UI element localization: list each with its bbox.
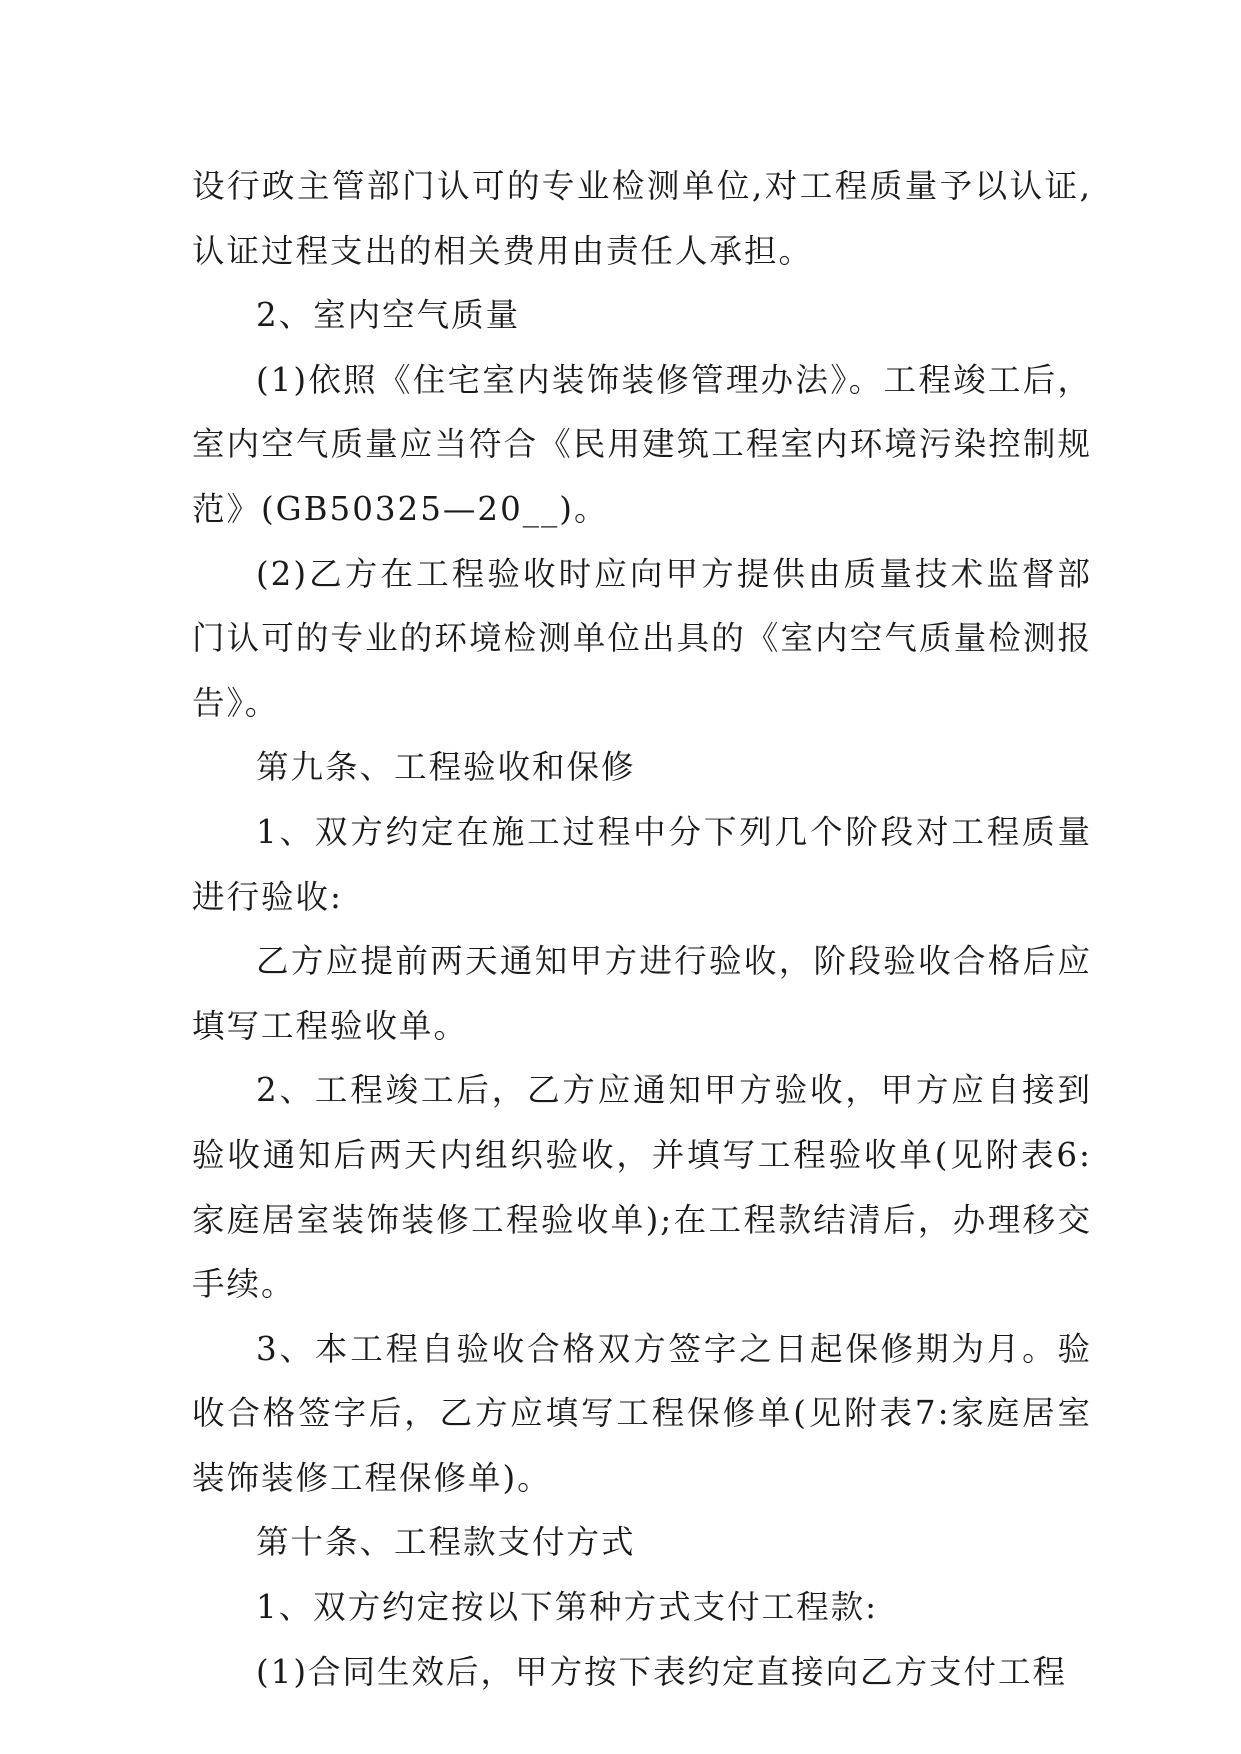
paragraph-1: 设行政主管部门认可的专业检测单位,对工程质量予以认证,认证过程支出的相关费用由责任人承担。 xyxy=(192,167,1092,270)
paragraph-9: 3、本工程自验收合格双方签字之日起保修期为月。验收合格签字后，乙方应填写工程保修单(见附表7:家庭居室装饰装修工程保修单)。 xyxy=(192,1329,1092,1497)
paragraph-7: 乙方应提前两天通知甲方进行验收，阶段验收合格后应填写工程验收单。 xyxy=(192,942,1092,1045)
paragraph-11: 1、双方约定按以下第种方式支付工程款: xyxy=(256,1588,879,1627)
paragraph-4: (2)乙方在工程验收时应向甲方提供由质量技术监督部门认可的专业的环境检测单位出具的《室内空气质量检测报告》。 xyxy=(192,554,1092,722)
section-heading-article-9: 第九条、工程验收和保修 xyxy=(256,748,636,787)
paragraph-8: 2、工程竣工后，乙方应通知甲方验收，甲方应自接到验收通知后两天内组织验收，并填写工程验收单(见附表6:家庭居室装饰装修工程验收单);在工程款结清后，办理移交手续。 xyxy=(192,1071,1092,1304)
paragraph-2: 2、室内空气质量 xyxy=(256,296,521,335)
paragraph-3: (1)依照《住宅室内装饰装修管理办法》。工程竣工后，室内空气质量应当符合《民用建筑工程室内环境污染控制规范》(GB50325—20__)。 xyxy=(192,360,1092,528)
paragraph-12: (1)合同生效后，甲方按下表约定直接向乙方支付工程 xyxy=(256,1652,1068,1691)
document-body xyxy=(192,154,1092,1704)
paragraph-6: 1、双方约定在施工过程中分下列几个阶段对工程质量进行验收: xyxy=(192,812,1092,916)
section-heading-article-10: 第十条、工程款支付方式 xyxy=(256,1523,636,1562)
